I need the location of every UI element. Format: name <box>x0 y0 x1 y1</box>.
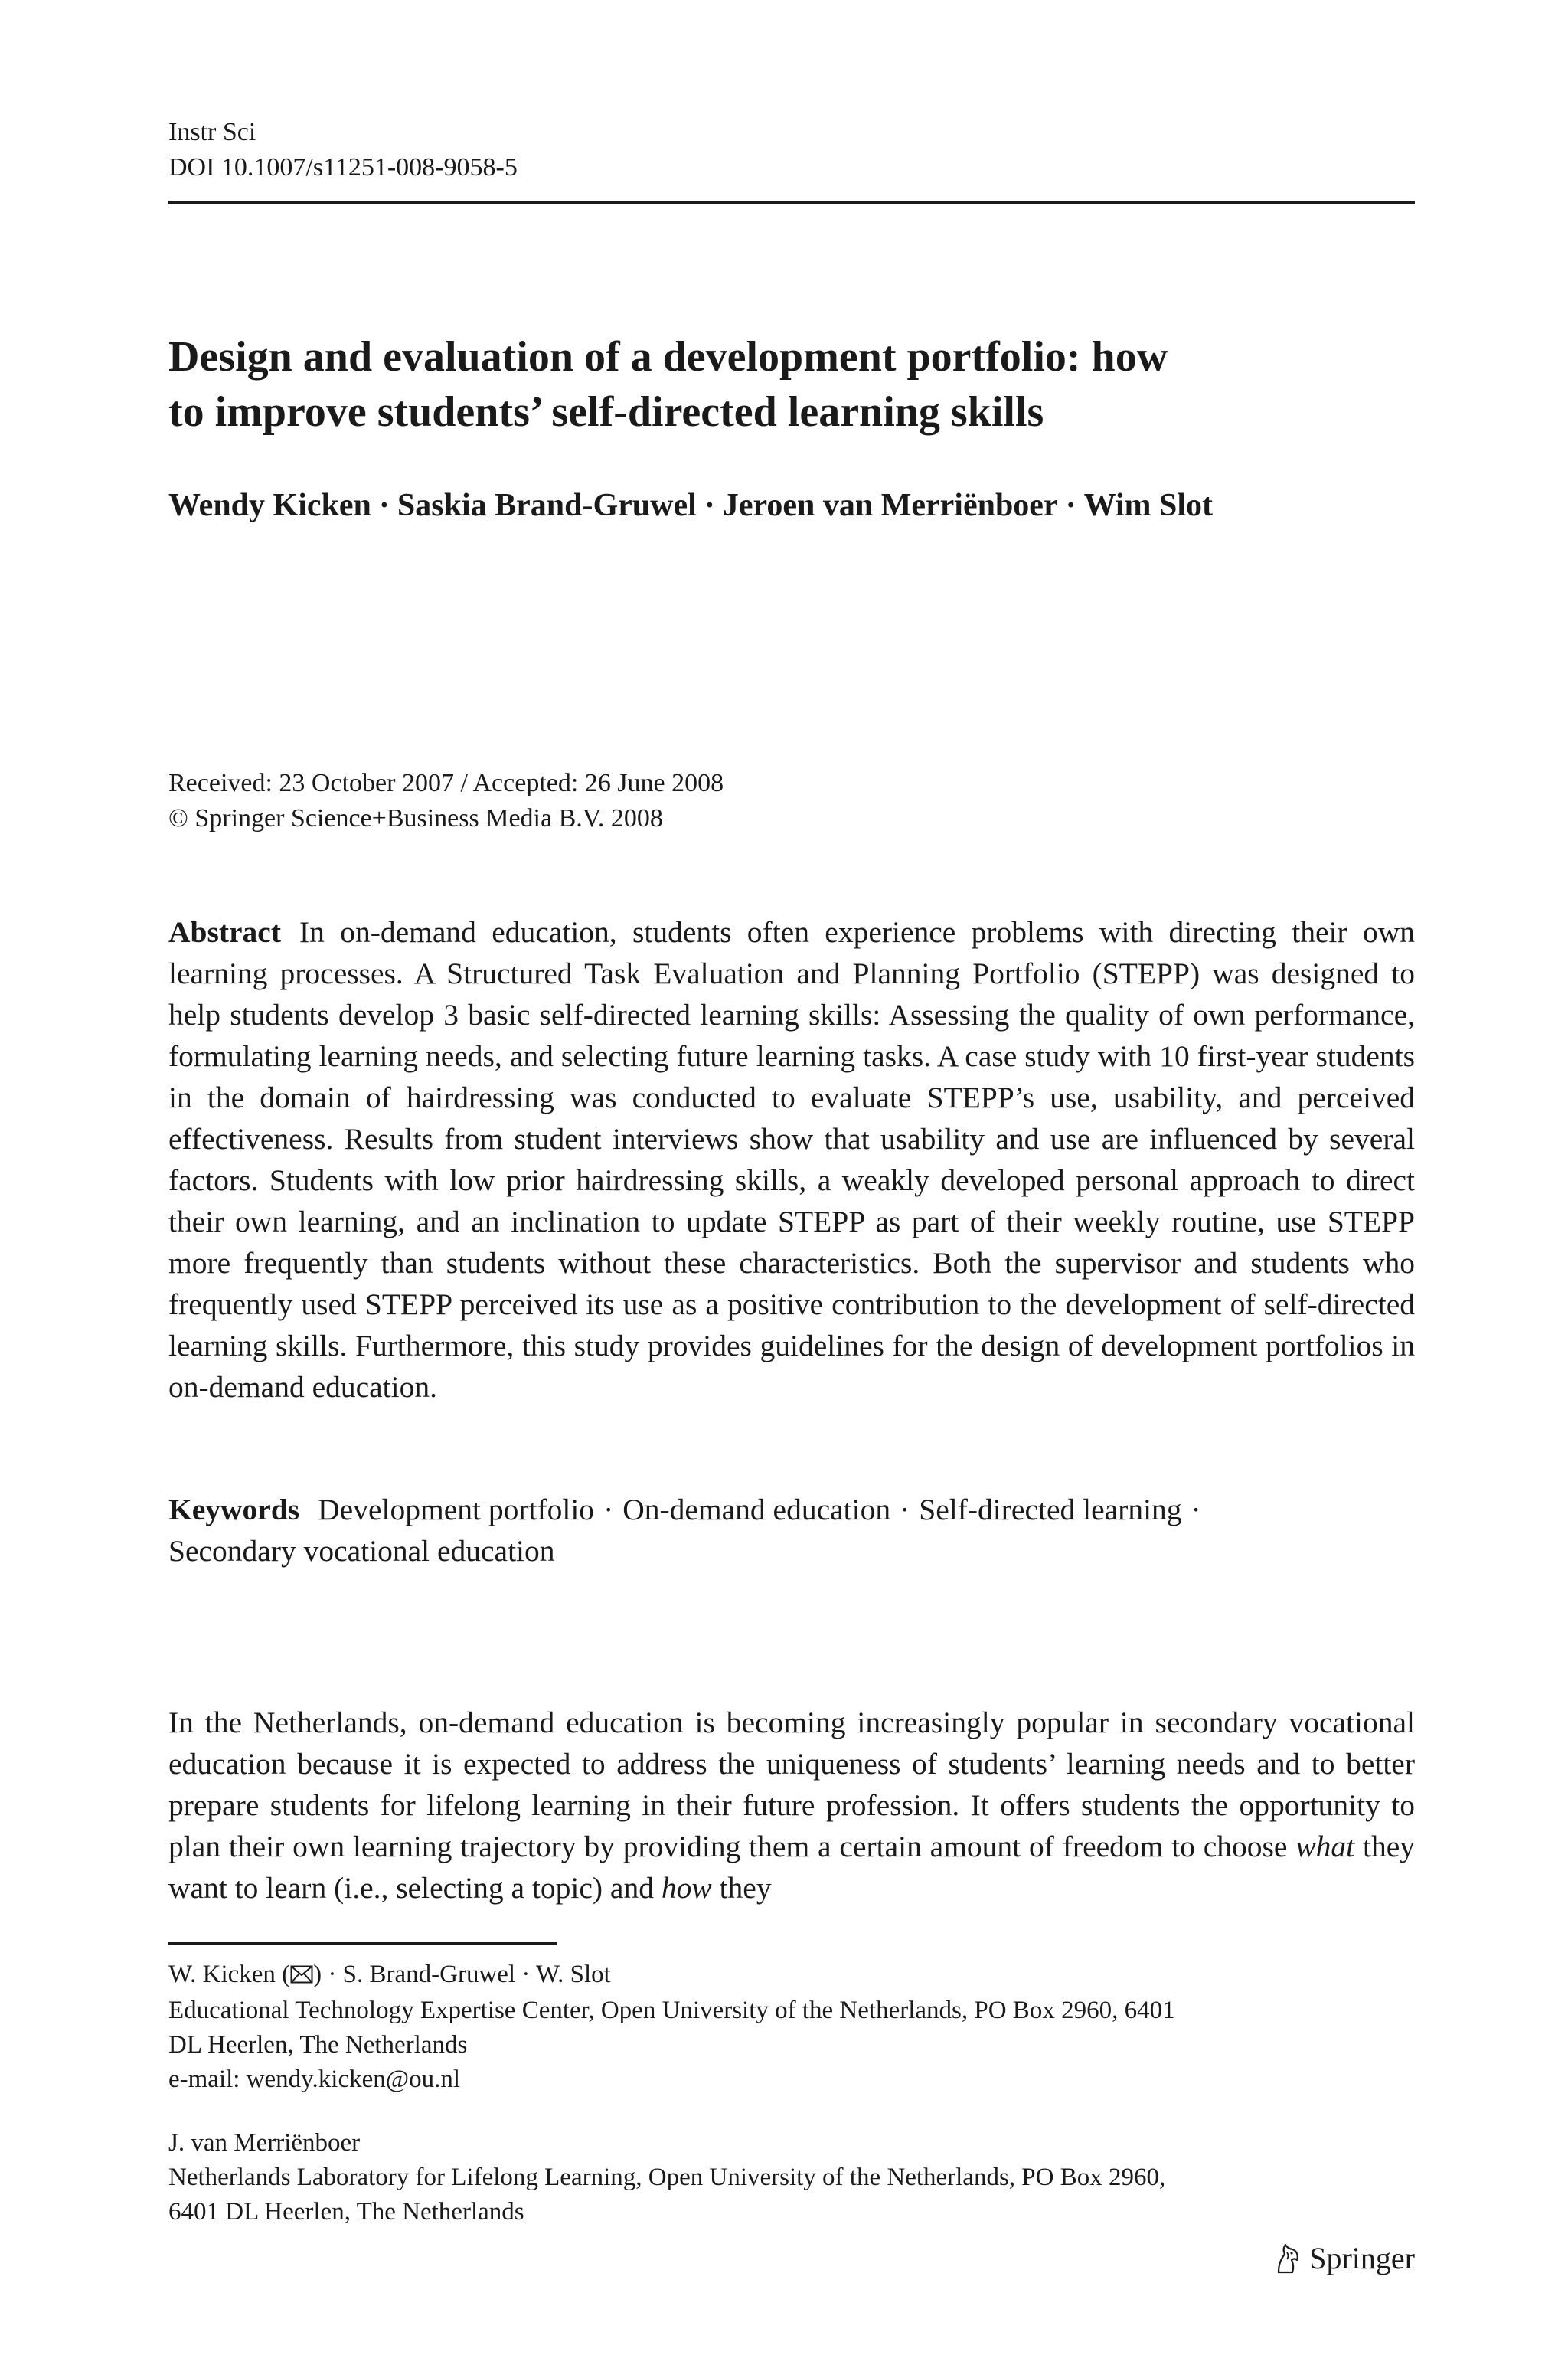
doi: DOI 10.1007/s11251-008-9058-5 <box>168 153 518 182</box>
title-line-2: to improve students’ self-directed learning skills <box>168 388 1044 436</box>
intro-text: they want to learn (i.e., selecting a topic) and <box>168 1830 1415 1905</box>
keywords <box>168 1489 1415 1572</box>
affiliation-names <box>168 1958 1415 1994</box>
paper-title <box>168 329 1415 440</box>
affiliation-1 <box>168 1958 1415 2097</box>
intro-emphasis: how <box>661 1871 712 1905</box>
intro-text: they <box>711 1871 772 1905</box>
copyright: © Springer Science+Business Media B.V. 2008 <box>168 804 663 832</box>
intro-paragraph <box>168 1702 1415 1909</box>
author-name: Jeroen van Merriënboer <box>722 488 1058 523</box>
affiliation-name-text: ) · S. Brand-Gruwel · W. Slot <box>313 1961 611 1988</box>
publisher-name: Springer <box>1309 2241 1415 2275</box>
affiliation-address: 6401 DL Heerlen, The Netherlands <box>168 2198 524 2226</box>
keyword: Self-directed learning <box>919 1493 1182 1526</box>
keyword-separator: · <box>1191 1493 1201 1526</box>
affiliation-name-text: W. Kicken ( <box>168 1961 291 1988</box>
intro-emphasis: what <box>1295 1830 1355 1863</box>
keywords-label: Keywords <box>168 1493 300 1526</box>
author-name: Saskia Brand-Gruwel <box>397 488 697 523</box>
publication-dates <box>168 766 724 836</box>
intro-text: In the Netherlands, on-demand education is becoming increasingly popular in secondary vocational education because it is expected to address the uniqueness of students’ learning needs and to better prepare students for lifelong learning in their future profession. It offers students the opportunity to plan their own learning trajectory by providing them a certain amount of freedom to choose <box>168 1706 1415 1863</box>
journal-header <box>168 115 518 185</box>
received-accepted: Received: 23 October 2007 / Accepted: 26 June 2008 <box>168 769 724 797</box>
keyword-separator: · <box>603 1493 614 1526</box>
abstract-label: Abstract <box>168 915 281 949</box>
title-line-1: Design and evaluation of a development portfolio: how <box>168 333 1168 381</box>
keyword: On-demand education <box>622 1493 891 1526</box>
affiliation-address: Netherlands Laboratory for Lifelong Learning, Open University of the Netherlands, PO Box 2960, <box>168 2164 1166 2191</box>
journal-name: Instr Sci <box>168 118 256 146</box>
affiliation-names: J. van Merriënboer <box>168 2129 361 2157</box>
springer-horse-icon <box>1272 2242 1303 2275</box>
envelope-icon[interactable] <box>290 1959 313 1994</box>
affiliation-email[interactable]: e-mail: wendy.kicken@ou.nl <box>168 2065 461 2093</box>
affiliation-2 <box>168 2126 1415 2229</box>
author-name: Wendy Kicken <box>168 488 371 523</box>
abstract-text: In on-demand education, students often experience problems with directing their own learning processes. A Structured Task Evaluation and Planning Portfolio (STEPP) was designed to help students develop 3 basic self-directed learning skills: Assessing the quality of own performance, formulating learning needs, and selecting future learning tasks. A case study with 10 first-year students in the domain of hairdressing was conducted to evaluate STEPP’s use, usability, and perceived effectiveness. Results from student interviews show that usability and use are influenced by several factors. Students with low prior hairdressing skills, a weakly developed personal approach to direct their own learning, and an inclination to update STEPP as part of their weekly routine, use STEPP more frequently than students without these characteristics. Both the supervisor and students who frequently used STEPP perceived its use as a positive contribution to the development of self-directed learning skills. Furthermore, this study provides guidelines for the design of development portfolios in on-demand education. <box>168 915 1415 1404</box>
author-name: Wim Slot <box>1083 488 1214 523</box>
keyword-separator: · <box>900 1493 910 1526</box>
affiliation-address: Educational Technology Expertise Center, Open University of the Netherlands, PO Box 2960, 6401 <box>168 1996 1175 2024</box>
keyword: Secondary vocational education <box>168 1534 555 1568</box>
author-list <box>168 484 1213 527</box>
footnote-rule <box>168 1942 557 1945</box>
abstract <box>168 911 1415 1408</box>
keyword: Development portfolio <box>318 1493 595 1526</box>
springer-logo <box>1272 2239 1415 2278</box>
author-separator: · <box>378 488 390 523</box>
header-rule <box>168 201 1415 204</box>
author-separator: · <box>1065 488 1076 523</box>
author-separator: · <box>704 488 715 523</box>
affiliation-address: DL Heerlen, The Netherlands <box>168 2030 468 2059</box>
